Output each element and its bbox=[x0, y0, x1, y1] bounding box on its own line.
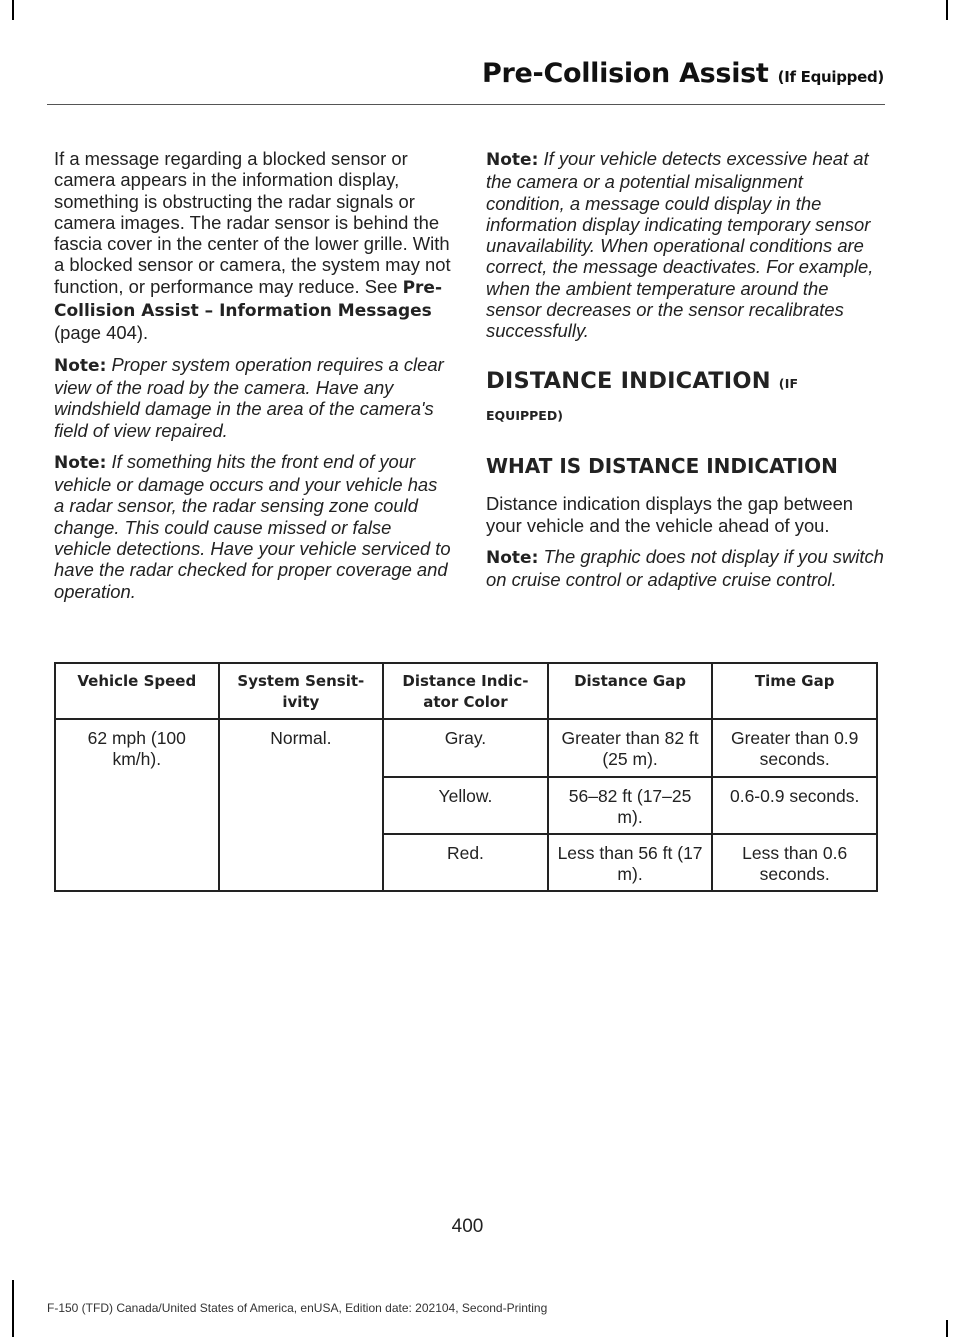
footer-edition-info: F-150 (TFD) Canada/United States of America, enUSA, Edition date: 202104, Second-Printing bbox=[47, 1301, 548, 1315]
crop-mark bbox=[12, 0, 14, 20]
page-title-subtitle: (If Equipped) bbox=[777, 68, 884, 86]
sensitivity-cell: Normal. bbox=[219, 719, 384, 891]
note-cruise-control: Note: The graphic does not display if you switch on cruise control or adaptive cruise control. bbox=[486, 545, 884, 591]
distance-gap-cell: Less than 56 ft (17 m). bbox=[548, 834, 713, 891]
distance-indication-table bbox=[54, 662, 878, 892]
blocked-sensor-paragraph: If a message regarding a blocked sensor or camera appears in the information display, something is obstructing the radar signals or camera images. The radar sensor is behind the fascia cover in the center of the lower grille. With a blocked sensor or camera, the system may not function, or performance may reduce. See Pre-Collision Assist – Information Messages (page 404). bbox=[54, 148, 451, 344]
color-cell: Gray. bbox=[383, 719, 548, 777]
note-excessive-heat: Note: If your vehicle detects excessive heat at the camera or a potential misalignment condition, a message could display in the information display indicating temporary sensor unavailability. When operational conditions are correct, the message deactivates. For example, when the ambient temperature around the sensor decreases or the sensor recalibrates successfully. bbox=[486, 148, 874, 342]
table-header-cell: System Sensit-ivity bbox=[219, 663, 384, 719]
vehicle-speed-cell: 62 mph (100 km/h). bbox=[55, 719, 219, 891]
cross-reference-link[interactable]: Pre-Collision Assist – Information Messages bbox=[54, 277, 443, 322]
table-header-cell: Distance Indic-ator Color bbox=[383, 663, 548, 719]
header-divider bbox=[47, 104, 885, 105]
table-header-cell: Vehicle Speed bbox=[55, 663, 219, 719]
note-front-end-damage: Note: If something hits the front end of your vehicle or damage occurs and your vehicle has a radar sensor, the radar sensing zone could change. This could cause missed or false vehicle detections. Have your vehicle serviced to have the radar checked for proper coverage and operation. bbox=[54, 450, 451, 602]
right-column bbox=[486, 148, 886, 600]
color-cell: Red. bbox=[383, 834, 548, 891]
table-header-cell: Distance Gap bbox=[548, 663, 713, 719]
table-row bbox=[55, 719, 877, 777]
table-header-cell: Time Gap bbox=[712, 663, 877, 719]
left-column bbox=[54, 148, 452, 612]
table-header-row bbox=[55, 663, 877, 719]
page-number: 400 bbox=[451, 1216, 484, 1237]
time-gap-cell: Greater than 0.9 seconds. bbox=[712, 719, 877, 777]
section-heading-distance-indication: DISTANCE INDICATION (IF bbox=[486, 367, 799, 394]
page-title-main: Pre-Collision Assist bbox=[482, 58, 769, 89]
distance-indication-description: Distance indication displays the gap between your vehicle and the vehicle ahead of you. bbox=[486, 493, 854, 536]
crop-mark bbox=[946, 1320, 948, 1337]
distance-gap-cell: 56–82 ft (17–25 m). bbox=[548, 777, 713, 834]
color-cell: Yellow. bbox=[383, 777, 548, 834]
time-gap-cell: 0.6-0.9 seconds. bbox=[712, 777, 877, 834]
page-title bbox=[0, 58, 884, 89]
crop-mark bbox=[12, 1280, 14, 1337]
note-camera-view: Note: Proper system operation requires a clear view of the road by the camera. Have any windshield damage in the area of the camera's field of view repaired. bbox=[54, 353, 444, 441]
time-gap-cell: Less than 0.6 seconds. bbox=[712, 834, 877, 891]
crop-mark bbox=[946, 0, 948, 20]
distance-gap-cell: Greater than 82 ft (25 m). bbox=[548, 719, 713, 777]
section-heading-continuation: EQUIPPED) bbox=[486, 407, 563, 423]
subheading-what-is-distance-indication: WHAT IS DISTANCE INDICATION bbox=[486, 453, 838, 478]
